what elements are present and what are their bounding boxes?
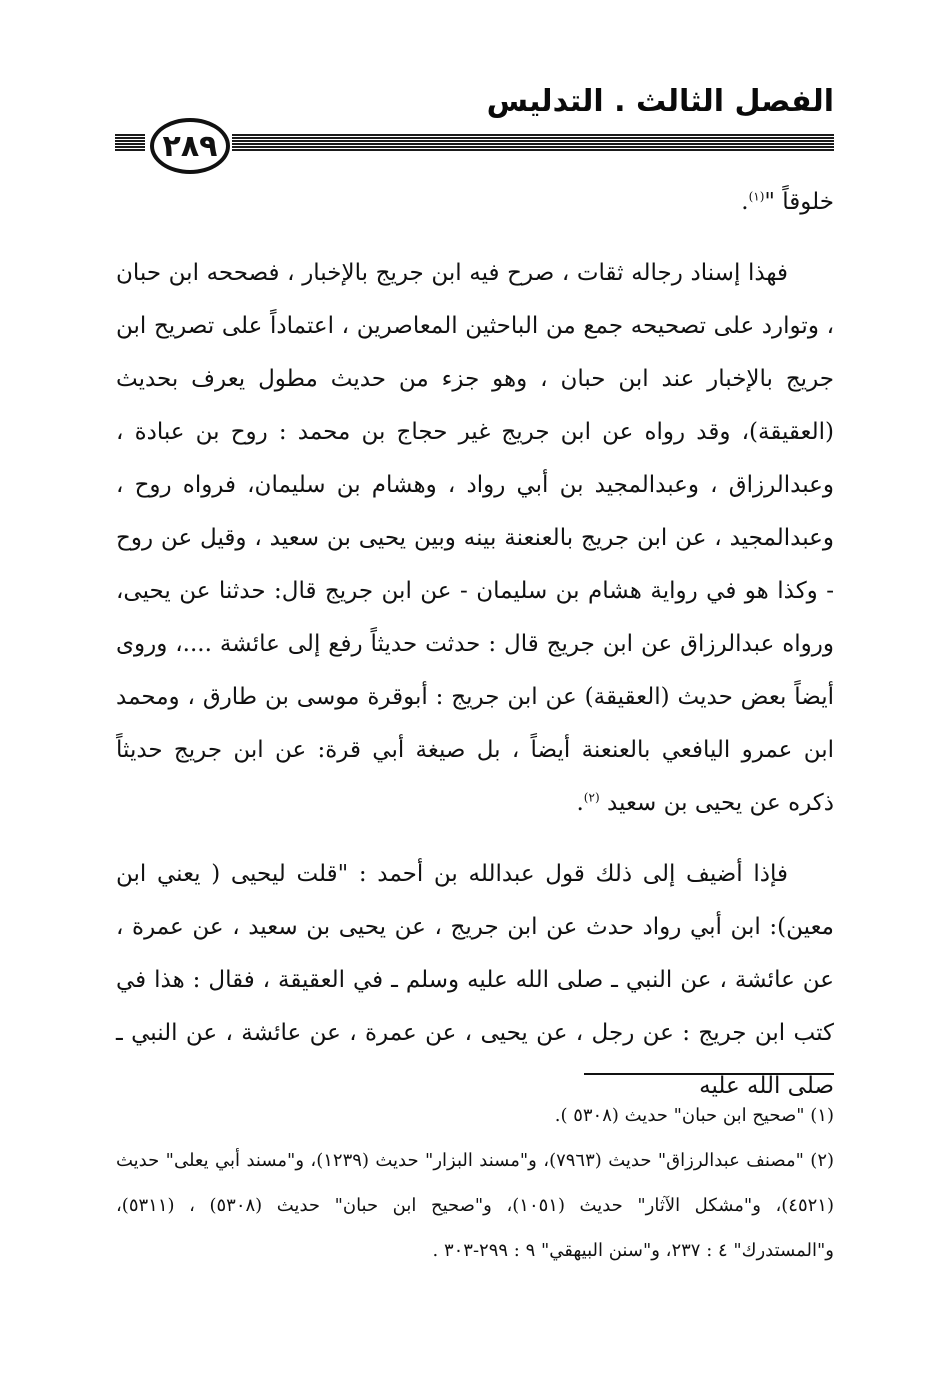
paragraph-1-text: فهذا إسناد رجاله ثقات ، صرح فيه ابن جريج بالإخبار ، فصححه ابن حبان ، وتوارد على تصحيحه جمع من الباحثين المعاصرين ، اعتماداً على تصريح ابن جريج بالإخبار عند ابن حبان ، وهو جزء من حديث مطول يعرف بحديث (العقيقة)، وقد رواه عن ابن جريج غير حجاج بن محمد : روح بن عبادة ، وعبدالرزاق ، وعبدالمجيد بن أبي رواد ، وهشام بن سليمان، فرواه روح ، وعبدالمجيد ، عن ابن جريج بالعنعنة بينه وبين يحيى بن سعيد ، وقيل عن روح - وكذا هو في رواية هشام بن سليمان - عن ابن جريج قال: حدثنا عن يحيى، ورواه عبدالرزاق عن ابن جريج قال : حدثت حديثاً رفع إلى عائشة ....، وروى أيضاً بعض حديث (العقيقة) عن ابن جريج : أبوقرة موسى بن طارق ، ومحمد ابن عمرو اليافعي بالعنعنة أيضاً ، بل صيغة أبي قرة: عن ابن جريج حديثاً ذكره عن يحيى بن سعيد: [116, 260, 834, 816]
running-title: الفصل الثالث . التدليس: [486, 84, 834, 119]
footnote-2: (٢) "مصنف عبدالرزاق" حديث (٧٩٦٣)، و"مسند البزار" حديث (١٢٣٩)، و"مسند أبي يعلى" حديث (٤٥٢١)، و"مشكل الآثار" حديث (١٠٥١)، و"صحيح ابن حبان" حديث (٥٣٠٨) ، (٥٣١١)، و"المستدرك" ٤ : ٢٣٧، و"سنن البيهقي" ٩ : ٢٩٩-٣٠٣ .: [116, 1150, 835, 1261]
footnotes: [116, 1093, 834, 1273]
body-text: [116, 176, 834, 1113]
header-rule-short: [115, 134, 145, 152]
continuation-line: [116, 176, 834, 229]
footnote-separator: [584, 1073, 834, 1075]
header-rule: [232, 134, 834, 152]
footnote-ref-1: (١): [748, 189, 765, 204]
footnote-ref-2: (٢): [583, 790, 600, 805]
continuation-text: خلوقاً ": [764, 189, 834, 215]
footnote-1: (١) "صحيح ابن حبان" حديث (٥٣٠٨ ).: [554, 1105, 834, 1126]
page-number: ٢٨٩: [150, 118, 230, 174]
paragraph-1-tail: .: [576, 790, 584, 816]
paragraph-1: [116, 247, 834, 830]
paragraph-2: فإذا أضيف إلى ذلك قول عبدالله بن أحمد : "قلت ليحيى ( يعني ابن معين): ابن أبي رواد حدث عن ابن جريج ، عن يحيى بن سعيد ، عن عمرة ، عن عائشة ، عن النبي ـ صلى الله عليه وسلم ـ في العقيقة ، فقال : هذا في كتب ابن جريج : عن رجل ، عن يحيى ، عن عمرة ، عن عائشة ، عن النبي ـ صلى الله عليه: [116, 861, 834, 1099]
continuation-tail: .: [741, 189, 749, 215]
